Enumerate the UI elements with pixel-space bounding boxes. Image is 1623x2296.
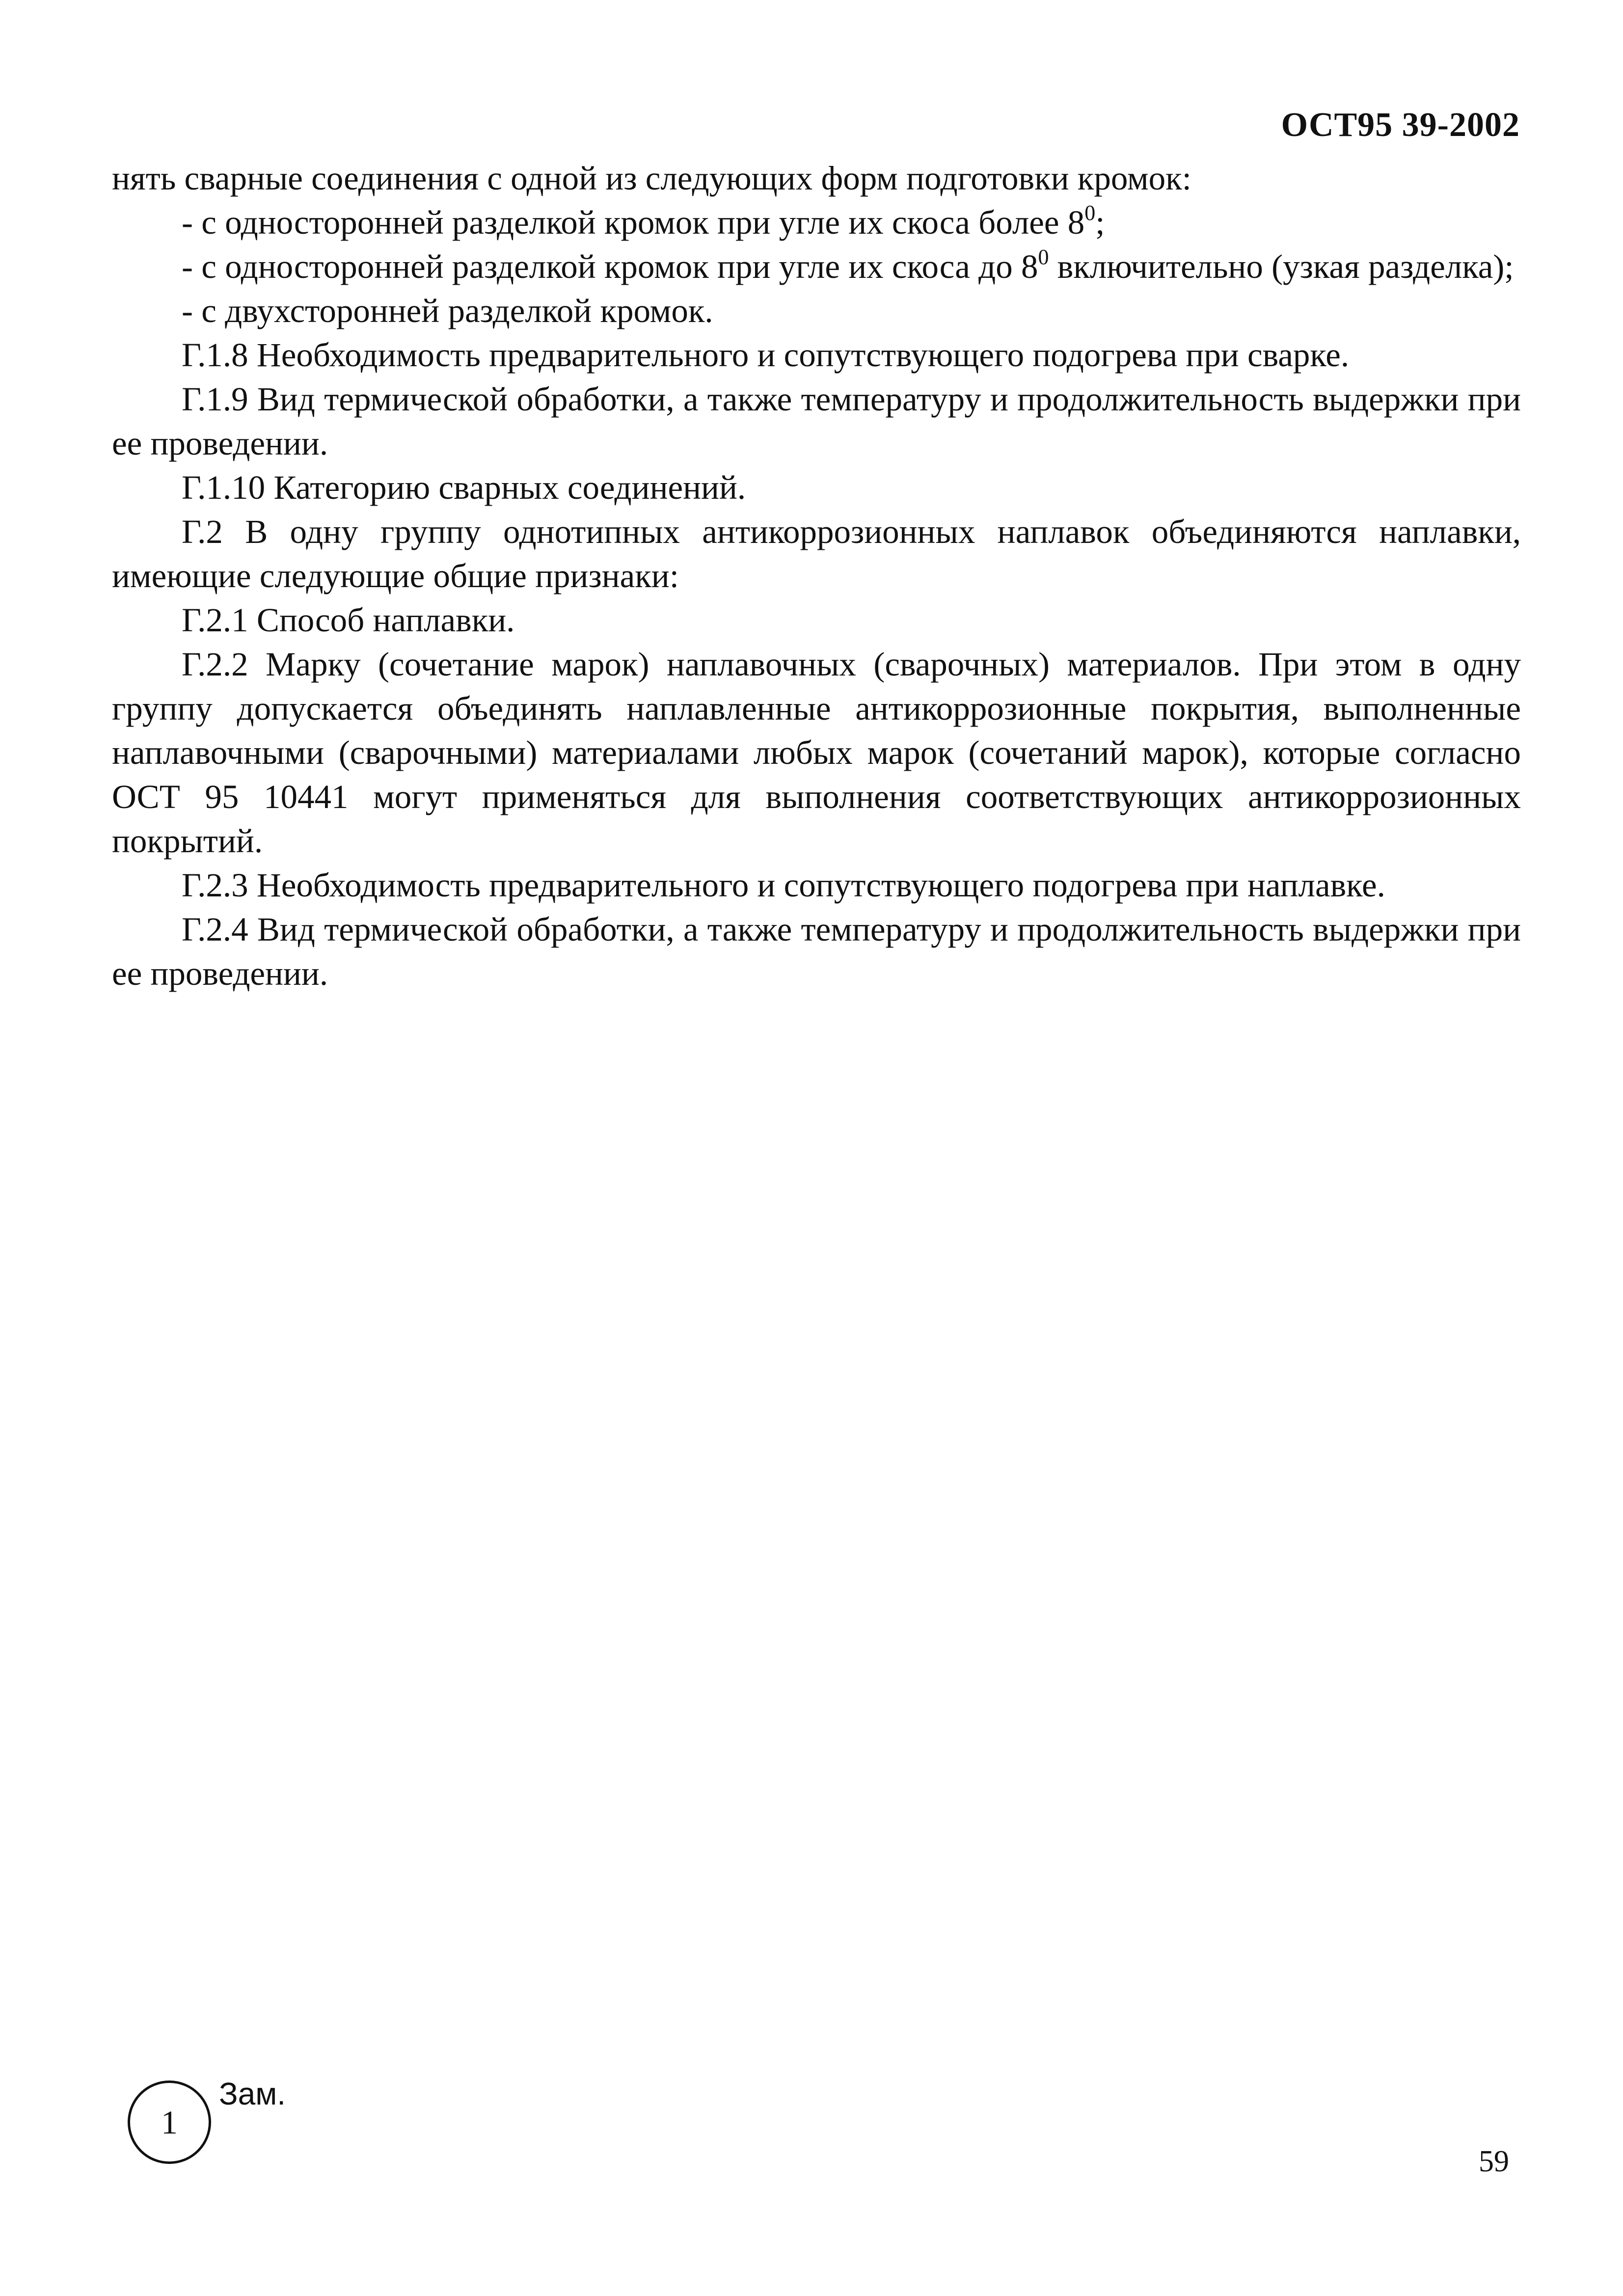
change-label: Зам.: [219, 2076, 286, 2111]
degree-superscript: 0: [1084, 201, 1096, 225]
document-body: [112, 156, 1521, 996]
list-item-single-sided-over-8: - с односторонней разделкой кромок при угле их скоса более $8^0$;: [182, 201, 1105, 241]
list-item-single-sided-up-to-8: - с односторонней разделкой кромок при угле их скоса до $8^0$ включительно (узкая разделка);: [182, 245, 1514, 285]
page-number: 59: [1479, 2145, 1509, 2178]
clause-g-2-2: Г.2.2 Марку (сочетание марок) наплавочных (сварочных) материалов. При этом в одну группу допускается объединять наплавленные антикоррозионные покрытия, выполненные наплавочными (сварочными) материалами любых марок (сочетаний марок), которые согласно ОСТ 95 10441 могут применяться для выполнения соответствующих антикоррозионных покрытий.: [112, 646, 1521, 860]
clause-g-2: Г.2 В одну группу однотипных антикоррозионных наплавок объединяются наплавки, имеющие следующие общие признаки:: [112, 513, 1521, 594]
change-number-circle: 1: [128, 2080, 211, 2164]
clause-g-2-1: Г.2.1 Способ наплавки.: [182, 601, 515, 639]
paragraph-continuation: нять сварные соединения с одной из следующих форм подготовки кромок:: [112, 160, 1191, 197]
list-item-double-sided: - с двухсторонней разделкой кромок.: [182, 292, 713, 329]
clause-g-2-4: Г.2.4 Вид термической обработки, а также температуру и продолжительность выдержки при ее проведении.: [112, 911, 1521, 992]
degree-superscript: 0: [1038, 245, 1049, 269]
clause-g-1-8: Г.1.8 Необходимость предварительного и сопутствующего подогрева при сварке.: [182, 336, 1350, 374]
clause-g-2-3: Г.2.3 Необходимость предварительного и сопутствующего подогрева при наплавке.: [182, 866, 1385, 904]
clause-g-1-9: Г.1.9 Вид термической обработки, а также температуру и продолжительность выдержки при ее проведении.: [112, 380, 1521, 462]
document-code: ОСТ95 39-2002: [1281, 106, 1520, 144]
clause-g-1-10: Г.1.10 Категорию сварных соединений.: [182, 469, 746, 506]
